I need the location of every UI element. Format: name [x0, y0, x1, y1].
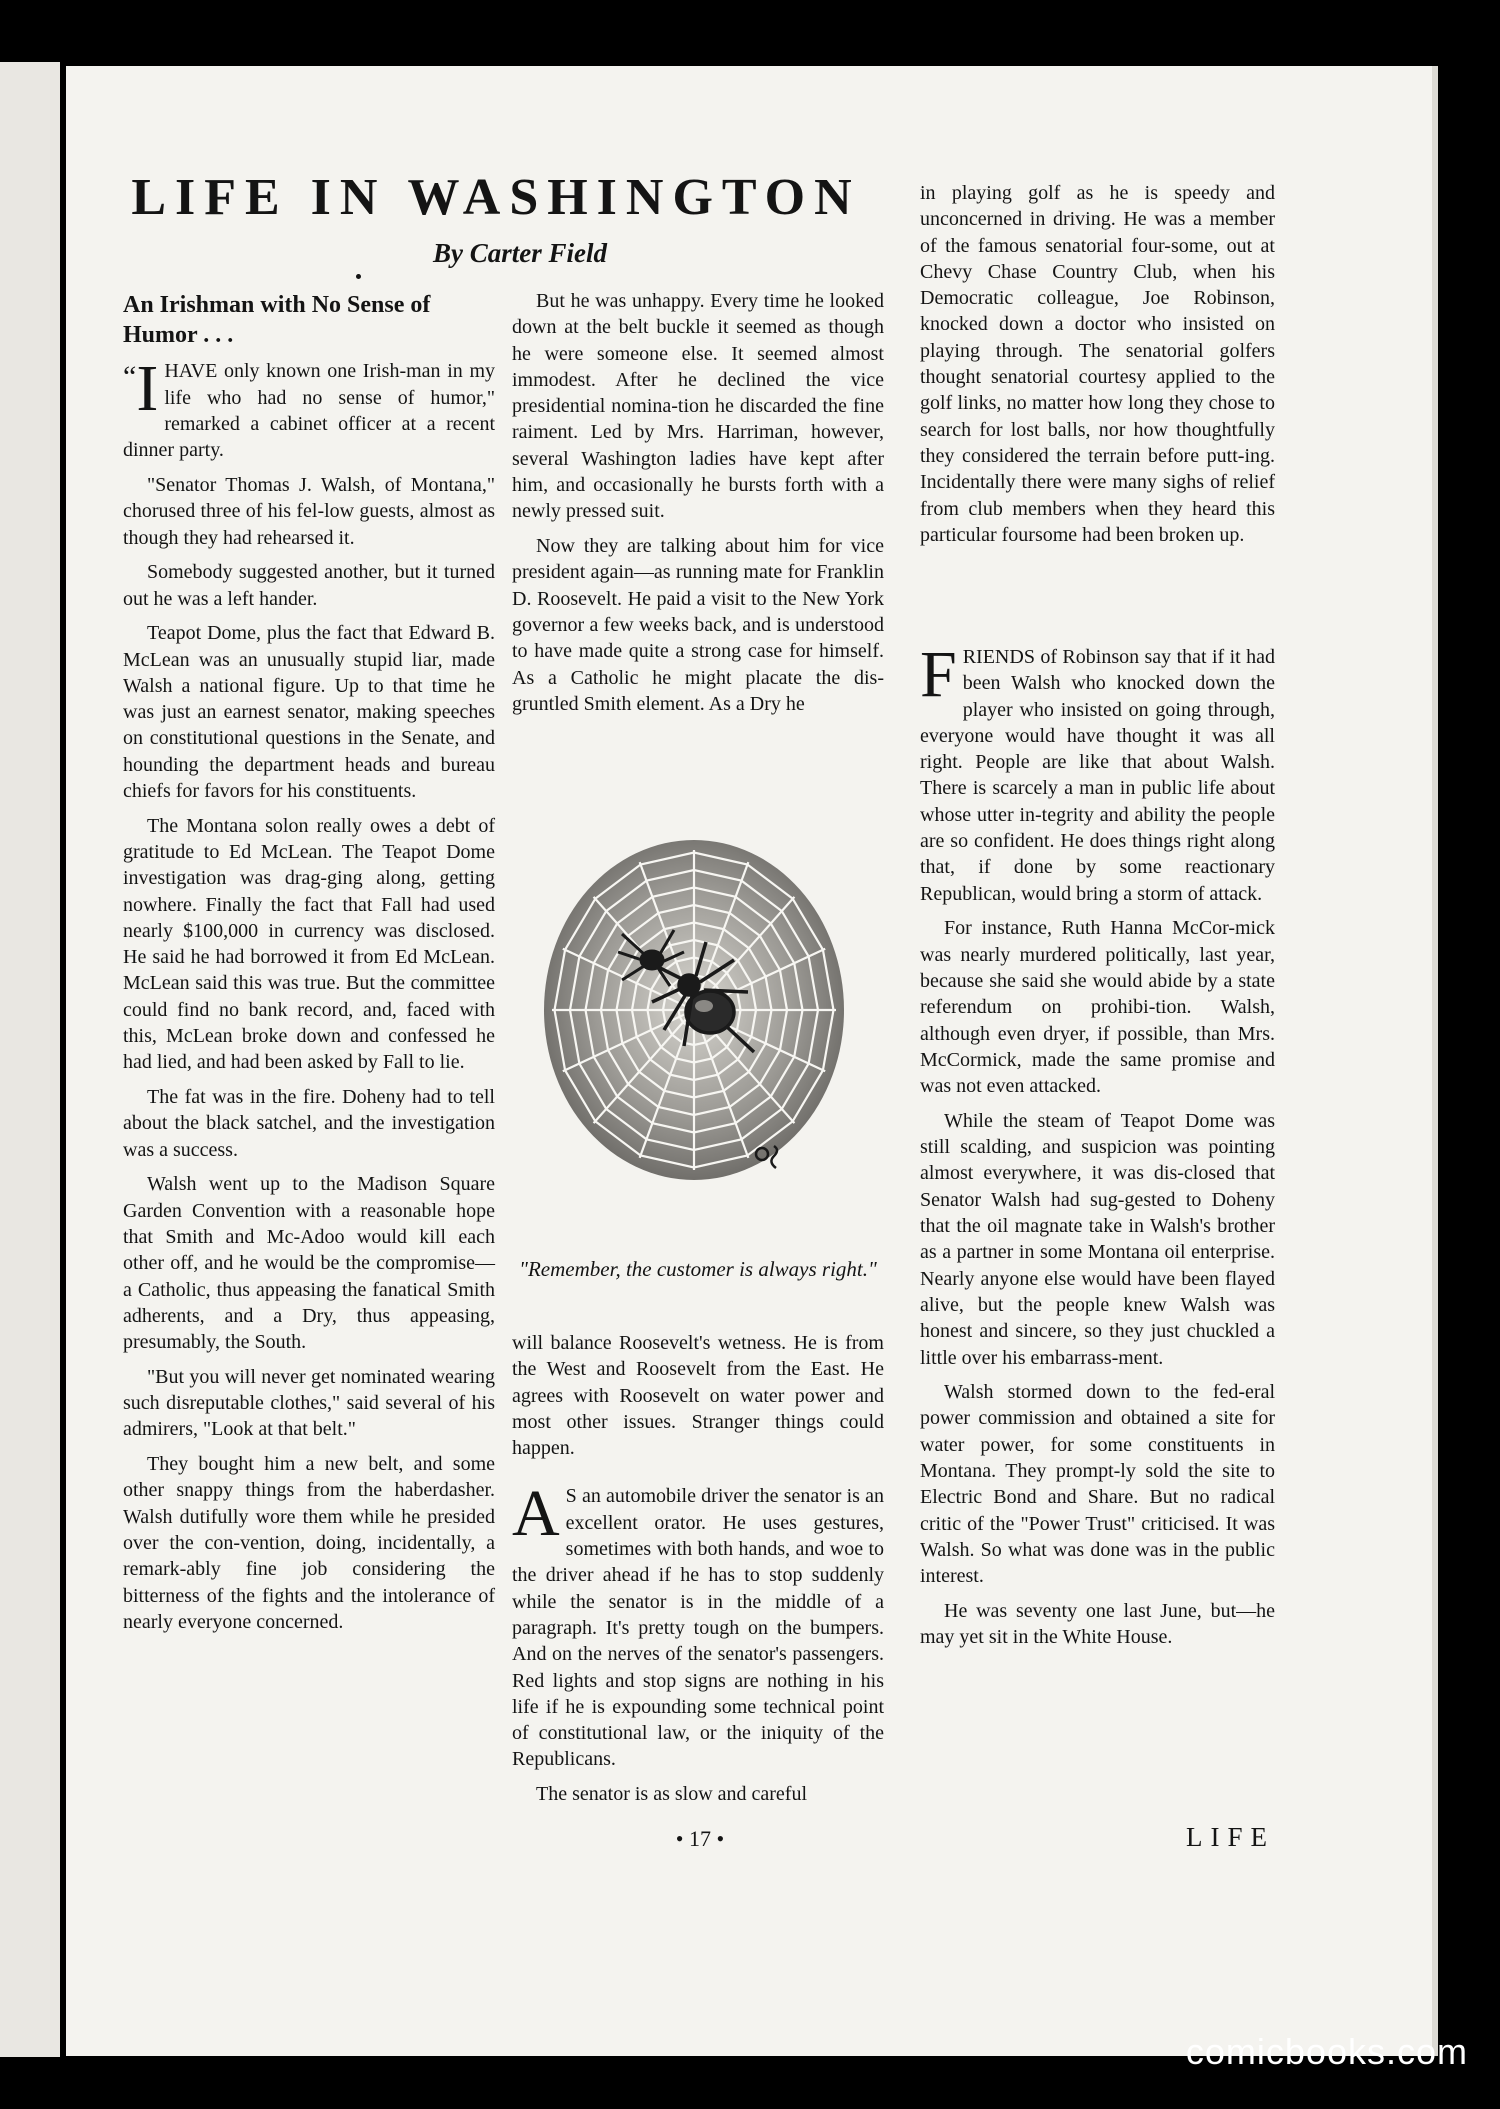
column-1	[123, 290, 495, 1644]
column-3-top	[920, 180, 1275, 557]
paragraph: The senator is as slow and careful	[536, 1783, 808, 1806]
paragraph: "Senator Thomas J. Walsh, of Montana," chorused three of his fel-low guests, almost as though they had rehearsed it.	[123, 473, 495, 549]
paragraph: in playing golf as he is speedy and unconcerned in driving. He was a member of the famous senatorial four-some, out at Chevy Chase Country Club, when his Democratic colleague, Joe Robinson, knocked down a doctor who insisted on playing through. The senatorial golfers thought senatorial courtesy applied to the golf links, no matter how long they chose to search for lost balls, nor how thoughtfully they considered the terrain before putt-ing. Incidentally there were many sighs of relief from club members when they heard this particular foursome had been broken up.	[920, 182, 1275, 546]
paragraph: While the steam of Teapot Dome was still scalding, and suspicion was pointing almost everywhere, it was dis-closed that Senator Walsh had sug-gested to Doheny that the oil magnate take in Walsh's brother as a partner in some Montana oil enterprise. Nearly anyone else would have been flayed alive, but the people knew Walsh was honest and sincere, so they just chuckled a little over his embarrass-ment.	[920, 1109, 1275, 1369]
paragraph	[123, 352, 495, 463]
paragraph: But he was unhappy. Every time he looked down at the belt buckle it seemed as though he were someone else. It seemed almost immodest. After he declined the vice presidential nomina-tion he discarded the fine raiment. Led by Mrs. Harriman, however, several Washington ladies have kept after him, and occasionally he bursts forth with a newly pressed suit.	[512, 290, 884, 523]
column-2-top	[512, 288, 884, 726]
paragraph	[920, 638, 1275, 907]
paragraph: Now they are talking about him for vice president again—as running mate for Franklin D. Roosevelt. He paid a visit to the New York governor a few weeks back, and is understood to have made quite a strong case for himself. As a Catholic he might placate the dis-gruntled Smith element. As a Dry he	[512, 535, 884, 715]
magazine-name: LIFE	[1186, 1822, 1275, 1852]
watermark: comicbooks.com	[1185, 2031, 1468, 2072]
previous-page-edge	[0, 62, 60, 2057]
paragraph-text: RIENDS of Robinson say that if it had been Walsh who knocked down the player who insisted on going through, everyone would have thought it was all right. People are like that about Walsh. There is scarcely a man in public life about whose utter in-tegrity and ability the people are so confident. He does things right along that, if done by some reactionary Republican, would bring a storm of attack.	[920, 646, 1275, 905]
page-edge-shadow	[1432, 66, 1438, 2056]
drop-cap: “ I	[123, 362, 158, 416]
paragraph: "But you will never get nominated wearing such disreputable clothes," said several of his admirers, "Look at that belt."	[123, 1365, 495, 1441]
article-title: LIFE IN WASHINGTON	[131, 169, 861, 226]
paragraph: They bought him a new belt, and some other snappy things from the haberdasher. Walsh dutifully wore them while he presided over the con-vention, doing, incidentally, a remark-ably fine job considering the bitterness of the fights and the intolerance of nearly everyone concerned.	[123, 1453, 495, 1633]
paragraph: Somebody suggested another, but it turned out he was a left hander.	[123, 561, 495, 610]
paragraph: The fat was in the fire. Doheny had to tell about the black satchel, and the investigation was a success.	[123, 1086, 495, 1161]
paragraph-text: S an automobile driver the senator is an excellent orator. He uses gestures, sometimes with both hands, and woe to the driver ahead if he has to stop suddenly while the senator is in the middle of a paragraph. It's pretty tough on the bumpers. And on the nerves of the senator's passengers. Red lights and stop signs are nothing in his life if he is expounding some technical point of constitutional law, or the iniquity of the Republicans.	[512, 1485, 884, 1771]
drop-cap: A	[512, 1477, 560, 1551]
paragraph: will balance Roosevelt's wetness. He is from the West and Roosevelt from the East. He agrees with Roosevelt on water power and most other issues. Stranger things could happen.	[512, 1332, 884, 1460]
paragraph: The Montana solon really owes a debt of gratitude to Ed McLean. The Teapot Dome investigation was drag-ging along, getting nowhere. Finally the fact that Fall had used nearly $100,000 in currency was disclosed. He said he had borrowed it from Ed McLean. McLean said this was true. But the committee could find no bank record, and, faced with this, McLean broke down and confessed he had lied, and had been asked by Fall to lie.	[123, 814, 495, 1074]
paragraph: Walsh stormed down to the fed-eral power commission and obtained a site for water power, for some constituents in Montana. They prompt-ly sold the site to Electric Bond and Share. But no radical critic of the "Power Trust" criticised. It was Walsh. So what was done was in the public interest.	[920, 1381, 1275, 1588]
paragraph-text: HAVE only known one Irish-man in my life who had no sense of humor," remarked a cabinet officer at a recent dinner party.	[123, 360, 495, 462]
drop-cap: F	[920, 638, 957, 711]
article-byline: By Carter Field	[433, 238, 607, 268]
paragraph: Teapot Dome, plus the fact that Edward B. McLean was an unusually stupid liar, made Walsh a national figure. Up to that time he was just an earnest senator, making speeches on constitutional questions in the Senate, and hounding the department heads and bureau chiefs for favors for his constituents.	[123, 622, 495, 803]
paragraph: He was seventy one last June, but—he may yet sit in the White House.	[920, 1599, 1275, 1649]
spider-web-cartoon	[534, 830, 854, 1210]
cartoon-caption: "Remember, the customer is always right."	[519, 1257, 877, 1281]
column-2-bottom	[512, 1330, 884, 1816]
paragraph: Walsh went up to the Madison Square Garden Convention with a reasonable hope that Smith and Mc-Adoo would kill each other off, and he would be the compromise—a Catholic, thus appeasing the fanatical Smith adherents, and a Dry, thus appeasing, presumably, the South.	[123, 1173, 495, 1354]
section-subhead: An Irishman with No Sense of Humor . . .	[123, 292, 431, 348]
column-3-bottom	[920, 638, 1275, 1659]
page-number: • 17 •	[675, 1826, 725, 1851]
paragraph	[512, 1477, 884, 1772]
ornament-dot	[356, 274, 361, 279]
paragraph: For instance, Ruth Hanna McCor-mick was nearly murdered politically, last year, because she said she would abide by a state referendum on prohibi-tion. Walsh, although even dryer, if possible, than Mrs. McCormick, made the same promise and was not even attacked.	[920, 917, 1275, 1098]
